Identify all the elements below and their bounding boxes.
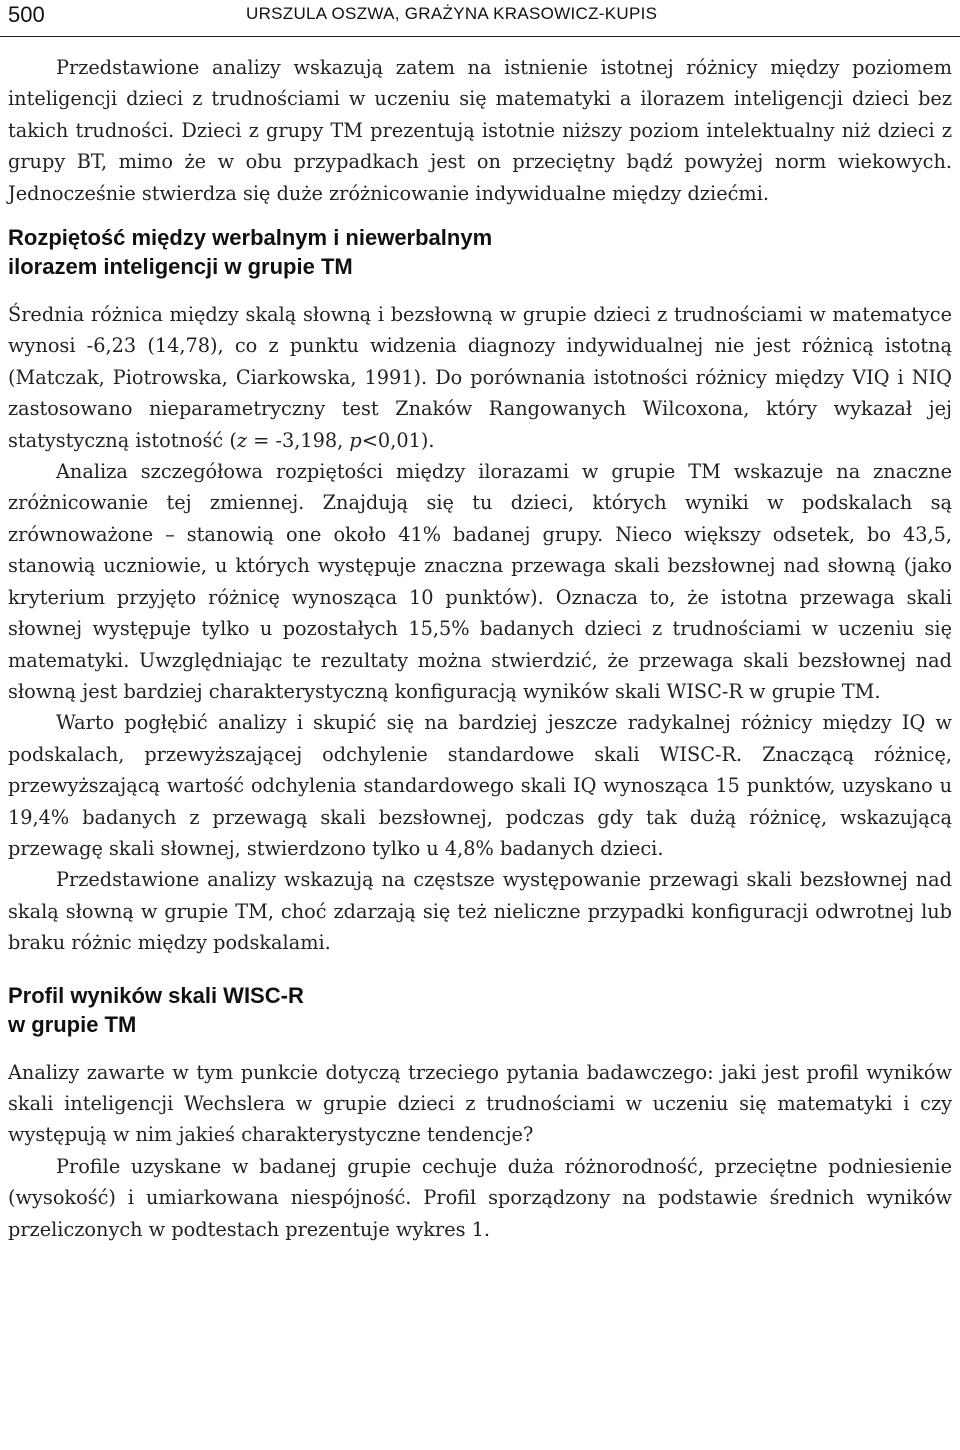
page-number: 500 [8,2,45,27]
z-symbol: z [236,428,248,452]
p-value: <0,01). [361,428,435,452]
section-heading-profile [8,981,952,1039]
paragraph-mean-difference [8,299,952,456]
section-heading-profile-line2: w grupie TM [8,1011,137,1037]
paragraph-mean-difference-text: Średnia różnica między skalą słowną i bezsłowną w grupie dzieci z trudnościami w matematyce wynosi -6,23 (14,78), co z punktu widzenia diagnozy indywidualnej nie jest różnicą istotną (Matczak, Piotrowska, Ciarkowska, 1991). Do porównania istotności różnicy między VIQ i NIQ zastosowano nieparametryczny test Znaków Rangowanych Wilcoxona, który wykazał jej statystyczną istotność ( [8,303,952,452]
running-head: URSZULA OSZWA, GRAŻYNA KRASOWICZ-KUPIS [246,4,658,23]
p-symbol: p [349,428,362,452]
paragraph-profiles: Profile uzyskane w badanej grupie cechuje duża różnorodność, przeciętne podniesienie (wysokość) i umiarkowana niespójność. Profil sporządzony na podstawie średnich wyników przeliczonych w podtestach prezentuje wykres 1. [8,1154,952,1241]
page-header [0,0,960,37]
z-value: = -3,198, [247,428,350,452]
paragraph-research-question: Analizy zawarte w tym punkcie dotyczą trzeciego pytania badawczego: jaki jest profil wyników skali inteligencji Wechslera w grupie dzieci z trudnościami w uczeniu się matematyki i czy występują w nim jakieś charakterystyczne tendencje? [8,1060,952,1147]
page-body [8,52,952,1245]
section-heading-range [8,223,952,281]
paragraph-range-analysis: Analiza szczegółowa rozpiętości między ilorazami w grupie TM wskazuje na znaczne zróżnicowanie tej zmiennej. Znajdują się tu dzieci, których wyniki w podskalach są zrównoważone – stanowią one około 41% badanej grupy. Nieco większy odsetek, bo 43,5, stanowią uczniowie, u których występuje znaczna przewaga skali bezsłownej nad słowną (jako kryterium przyjęto różnicę wynosząca 10 punktów). Oznacza to, że istotna przewaga skali słownej występuje tylko u pozostałych 15,5% badanych dzieci z trudnościami w uczeniu się matematyki. Uwzględniając te rezultaty można stwierdzić, że przewaga skali bezsłownej nad słowną jest bardziej charakterystyczną konfiguracją wyników skali WISC-R w grupie TM. [8,460,952,703]
paragraph-summary: Przedstawione analizy wskazują na częstsze występowanie przewagi skali bezsłownej nad skalą słowną w grupie TM, choć zdarzają się też nieliczne przypadki konfiguracji odwrotnej lub braku różnic między podskalami. [8,868,952,955]
paragraph-intro: Przedstawione analizy wskazują zatem na istnienie istotnej różnicy między poziomem inteligencji dzieci z trudnościami w uczeniu się matematyki a ilorazem inteligencji dzieci bez takich trudności. Dzieci z grupy TM prezentują istotnie niższy poziom intelektualny niż dzieci z grupy BT, mimo że w obu przypadkach jest on przeciętny bądź powyżej norm wiekowych. Jednocześnie stwierdza się duże zróżnicowanie indywidualne między dziećmi. [8,56,952,205]
section-heading-range-line1: Rozpiętość między werbalnym i niewerbalnym [8,225,493,251]
paragraph-radical-difference: Warto pogłębić analizy i skupić się na bardziej jeszcze radykalnej różnicy między IQ w podskalach, przewyższającej odchylenie standardowe skali WISC-R. Znaczącą różnicę, przewyższającą wartość odchylenia standardowego skali IQ wynosząca 15 punktów, uzyskano u 19,4% badanych z przewagą skali bezsłownej, podczas gdy tak dużą różnicę, wskazującą przewagę skali słownej, stwierdzono tylko u 4,8% badanych dzieci. [8,711,952,860]
section-heading-range-line2: ilorazem inteligencji w grupie TM [8,254,353,280]
section-heading-profile-line1: Profil wyników skali WISC-R [8,982,304,1008]
